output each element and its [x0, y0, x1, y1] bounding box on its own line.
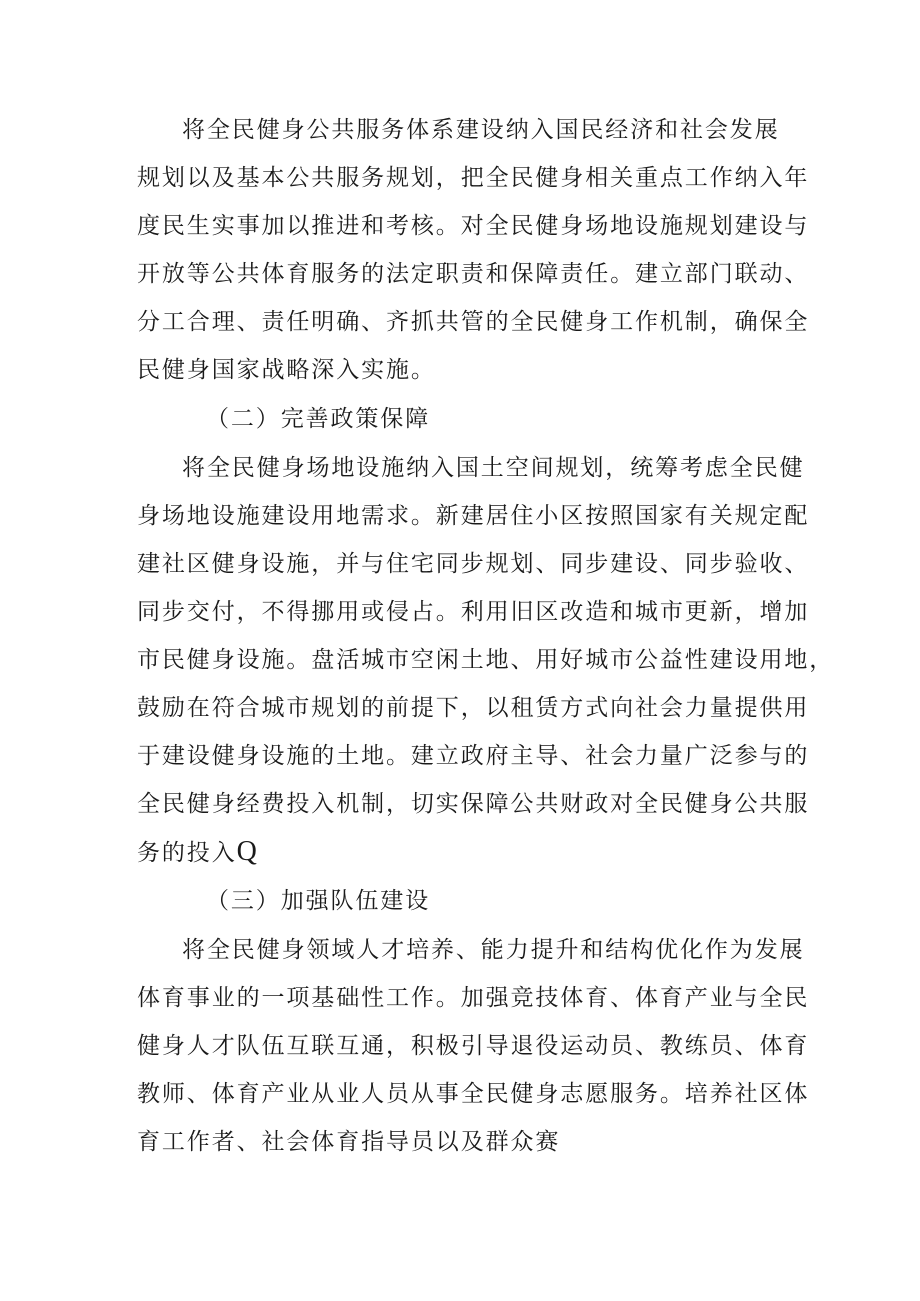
paragraph-line: 教师、体育产业从业人员从事全民健身志愿服务。培养社区体 [137, 1081, 810, 1107]
paragraph-line: 度民生实事加以推进和考核。对全民健身场地设施规划建设与 [137, 213, 810, 239]
paragraph-line: 于建设健身设施的土地。建立政府主导、社会力量广泛参与的 [137, 743, 810, 769]
paragraph-line-last [137, 837, 257, 868]
paragraph-line: 将全民健身场地设施纳入国土空间规划，统筹考虑全民健 [182, 455, 805, 481]
paragraph-line: 同步交付，不得挪用或侵占。利用旧区改造和城市更新，增加 [137, 599, 810, 625]
paragraph-line: 将全民健身公共服务体系建设纳入国民经济和社会发展 [182, 117, 780, 143]
section-heading: （三）加强队伍建设 [206, 888, 431, 914]
paragraph-line: 开放等公共体育服务的法定职责和保障责任。建立部门联动、 [137, 261, 810, 287]
paragraph-line: 全民健身经费投入机制，切实保障公共财政对全民健身公共服 [137, 791, 810, 817]
paragraph-line: 身场地设施建设用地需求。新建居住小区按照国家有关规定配 [137, 503, 810, 529]
paragraph-line: 将全民健身领域人才培养、能力提升和结构优化作为发展 [182, 937, 805, 963]
paragraph-line: 规划以及基本公共服务规划，把全民健身相关重点工作纳入年 [137, 165, 810, 191]
paragraph-line: 体育事业的一项基础性工作。加强竞技体育、体育产业与全民 [137, 985, 810, 1011]
paragraph-line: 民健身国家战略深入实施。 [137, 357, 436, 383]
paragraph-line: 鼓励在符合城市规划的前提下，以租赁方式向社会力量提供用 [137, 695, 810, 721]
paragraph-line-text: 务的投入 [137, 840, 237, 866]
stray-mark: Q [236, 836, 257, 867]
paragraph-line: 建社区健身设施，并与住宅同步规划、同步建设、同步验收、 [137, 551, 810, 577]
paragraph-line: 市民健身设施。盘活城市空闲土地、用好城市公益性建设用地， [137, 647, 835, 673]
section-heading: （二）完善政策保障 [206, 406, 431, 432]
paragraph-line: 健身人才队伍互联互通，积极引导退役运动员、教练员、体育 [137, 1033, 810, 1059]
paragraph-line: 育工作者、社会体育指导员以及群众赛 [137, 1129, 561, 1155]
paragraph-line: 分工合理、责任明确、齐抓共管的全民健身工作机制，确保全 [137, 309, 810, 335]
